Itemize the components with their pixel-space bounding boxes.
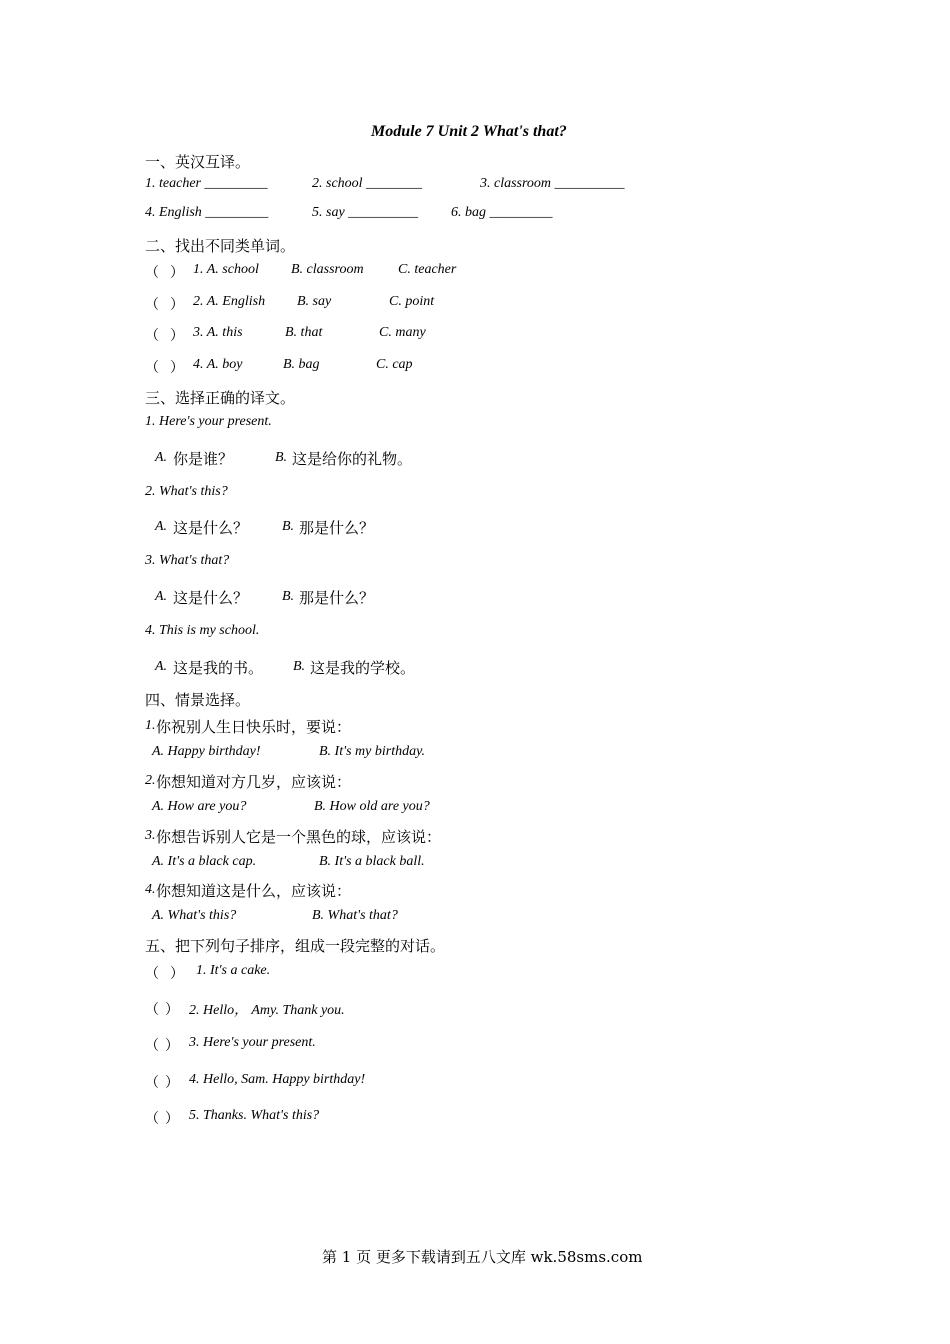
answer-paren-close: ） — [165, 1111, 179, 1127]
option-b-label: B. — [293, 659, 306, 674]
answer-paren-open: （ — [145, 1111, 159, 1127]
section-1-heading: 一、英汉互译。 — [145, 153, 251, 171]
s2-option-b: B. say — [297, 294, 332, 309]
question-number: 2. — [145, 773, 156, 788]
s4-option-b: B. It's my birthday. — [319, 744, 426, 759]
option-a-label: A. — [155, 589, 168, 604]
section-5-heading: 五、把下列句子排序，组成一段完整的对话。 — [145, 937, 446, 955]
question-text: 你想告诉别人它是一个黑色的球，应该说： — [156, 828, 442, 846]
section-4-heading: 四、情景选择。 — [145, 691, 251, 709]
dialogue-line: 5. Thanks. What's this? — [189, 1108, 320, 1123]
dialogue-line: 3. Here's your present. — [189, 1035, 316, 1050]
option-b-label: B. — [282, 519, 295, 534]
option-a-label: A. — [155, 450, 168, 465]
answer-paren-close: ） — [165, 1075, 179, 1091]
s2-option-a: 2. A. English — [193, 294, 266, 309]
s3-question-1: 1. Here's your present. — [145, 414, 272, 429]
answer-paren-open: （ — [145, 328, 159, 344]
option-b-label: B. — [275, 450, 288, 465]
page-footer: 第 1 页 更多下载请到五八文库 wk.58sms.com — [322, 1248, 643, 1266]
s1-item-5: 5. say __________ — [312, 205, 419, 220]
s4-option-b: B. What's that? — [312, 908, 398, 923]
s2-option-b: B. that — [285, 325, 323, 340]
dialogue-line: 2. Hello， Amy. Thank you. — [189, 1003, 345, 1018]
answer-paren-open: （ — [145, 1075, 159, 1091]
s4-option-a: A. It's a black cap. — [152, 854, 257, 869]
option-b-label: B. — [282, 589, 295, 604]
answer-paren-open: （ — [145, 360, 159, 376]
option-a-text: 你是谁？ — [173, 450, 234, 468]
option-a-text: 这是什么？ — [173, 589, 249, 607]
answer-paren-close: ） — [165, 1002, 179, 1018]
answer-paren-open: （ — [145, 265, 159, 281]
s2-option-a: 4. A. boy — [193, 357, 243, 372]
option-a-label: A. — [155, 519, 168, 534]
answer-paren-close: ） — [170, 265, 184, 281]
dialogue-line: 1. It's a cake. — [196, 963, 271, 978]
section-2-heading: 二、找出不同类单词。 — [145, 237, 296, 255]
s1-item-3: 3. classroom __________ — [480, 176, 625, 191]
question-number: 4. — [145, 882, 156, 897]
s2-option-b: B. classroom — [291, 262, 364, 277]
question-text: 你祝别人生日快乐时，要说： — [156, 718, 352, 736]
answer-paren-open: （ — [145, 1038, 159, 1054]
answer-paren-close: ） — [170, 966, 184, 982]
s1-item-1: 1. teacher _________ — [145, 176, 268, 191]
s4-option-a: A. Happy birthday! — [152, 744, 261, 759]
question-number: 1. — [145, 718, 156, 733]
s4-option-b: B. How old are you? — [314, 799, 430, 814]
s1-item-6: 6. bag _________ — [451, 205, 553, 220]
s2-option-b: B. bag — [283, 357, 320, 372]
answer-paren-close: ） — [170, 360, 184, 376]
s2-option-c: C. many — [379, 325, 426, 340]
s3-question-2: 2. What's this? — [145, 484, 228, 499]
answer-paren-close: ） — [165, 1038, 179, 1054]
answer-paren-close: ） — [170, 328, 184, 344]
s1-item-4: 4. English _________ — [145, 205, 269, 220]
page-title: Module 7 Unit 2 What's that? — [371, 123, 567, 140]
section-3-heading: 三、选择正确的译文。 — [145, 389, 296, 407]
answer-paren-open: （ — [145, 1002, 159, 1018]
s2-option-a: 1. A. school — [193, 262, 259, 277]
s3-question-4: 4. This is my school. — [145, 623, 260, 638]
answer-paren-open: （ — [145, 966, 159, 982]
s2-option-c: C. teacher — [398, 262, 457, 277]
s3-question-3: 3. What's that? — [145, 553, 230, 568]
question-number: 3. — [145, 828, 156, 843]
s4-option-a: A. How are you? — [152, 799, 247, 814]
option-a-text: 这是什么？ — [173, 519, 249, 537]
option-b-text: 那是什么？ — [299, 519, 375, 537]
question-text: 你想知道对方几岁，应该说： — [156, 773, 352, 791]
option-a-label: A. — [155, 659, 168, 674]
answer-paren-close: ） — [170, 297, 184, 313]
s2-option-c: C. cap — [376, 357, 413, 372]
s2-option-c: C. point — [389, 294, 435, 309]
s4-option-a: A. What's this? — [152, 908, 237, 923]
s2-option-a: 3. A. this — [193, 325, 243, 340]
s1-item-2: 2. school ________ — [312, 176, 423, 191]
answer-paren-open: （ — [145, 297, 159, 313]
option-a-text: 这是我的书。 — [173, 659, 264, 677]
option-b-text: 那是什么？ — [299, 589, 375, 607]
question-text: 你想知道这是什么，应该说： — [156, 882, 352, 900]
s4-option-b: B. It's a black ball. — [319, 854, 425, 869]
option-b-text: 这是我的学校。 — [310, 659, 416, 677]
option-b-text: 这是给你的礼物。 — [292, 450, 413, 468]
dialogue-line: 4. Hello, Sam. Happy birthday! — [189, 1072, 366, 1087]
